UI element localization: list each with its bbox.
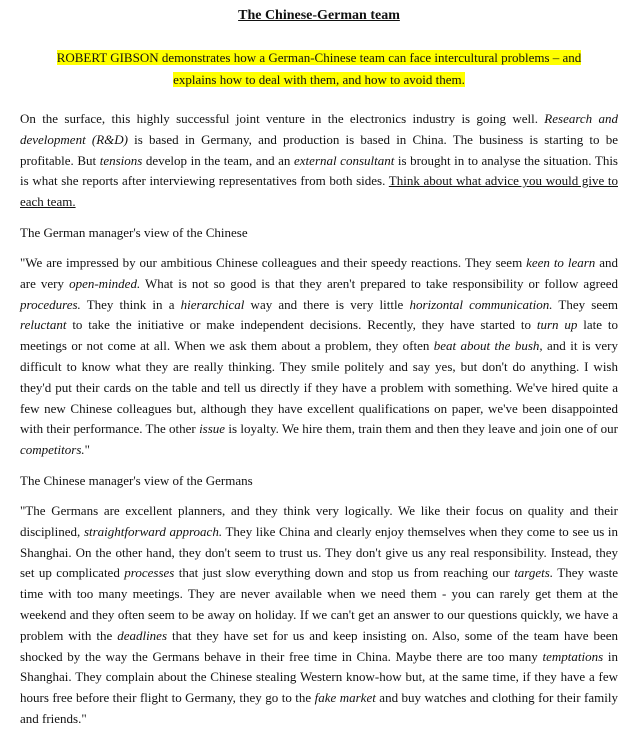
italic-term: procedures. [20, 296, 81, 312]
italic-term: turn up [536, 317, 578, 333]
text-run: to take the initiative or make independent decisions. Recently, they have started to [66, 317, 537, 333]
italic-term: external consultant [294, 152, 395, 168]
italic-term: issue [199, 421, 226, 437]
document-title: The Chinese-German team [238, 8, 400, 23]
italic-term: temptations [542, 648, 604, 664]
text-run: What is not so good is that they aren't prepared to take responsibility or follow agreed [140, 275, 619, 291]
italic-term: tensions [99, 152, 143, 168]
italic-term: deadlines [117, 627, 168, 643]
text-run: is loyalty. We hire them, train them and then they leave and join one of our [225, 421, 618, 437]
text-run: late to meetings or not come at all. When we ask them about a problem, they often [20, 317, 618, 354]
intro-line-2: explains how to deal with them, and how to avoid them. [173, 72, 465, 87]
text-run: On the surface, this highly successful joint venture in the electronics industry is going well. [20, 111, 545, 126]
text-run: way and there is very little [244, 296, 410, 312]
text-run: "The Germans are excellent planners, and they think very logically. We like their focus on quality and their disciplined, [20, 502, 618, 539]
italic-term: targets. [514, 565, 554, 581]
text-run: and are very [20, 254, 618, 291]
italic-term: reluctant [20, 317, 67, 333]
chinese-quote [20, 501, 618, 730]
german-quote [20, 253, 618, 461]
text-run: and buy watches and clothing for their family and friends." [20, 690, 618, 726]
italic-term: processes [124, 565, 175, 581]
italic-term: Research and development (R&D) [20, 111, 618, 147]
italic-term: keen to learn [526, 254, 596, 270]
text-run: They waste time with too many meetings. They are never available when we need them - you can rarely get them at the weekend and they often seem to be away on holiday. If we can't get an answer to our questions quickly, we have a problem with the [20, 565, 619, 643]
italic-term: straightforward approach. [83, 523, 223, 539]
italic-term: hierarchical [180, 296, 245, 312]
text-run: They like China and clearly enjoy themselves when they come to see us in Shanghai. On the other hand, they don't seem to trust us. They don't give us any real responsibility. Instead, they set up complicated [20, 523, 619, 581]
heading-chinese-view: The Chinese manager's view of the Germans [20, 472, 253, 488]
intro-line-1: ROBERT GIBSON demonstrates how a German-Chinese team can face intercultural problems – and [56, 50, 582, 65]
text-run: is based in Germany, and production is based in China. The business is starting to be profitable. But [20, 131, 618, 168]
italic-term: beat about the bush, [433, 338, 543, 354]
text-run: that just slow everything down and stop us from reaching our [174, 565, 515, 581]
italic-term: competitors. [20, 442, 85, 458]
text-run: They think in a [80, 296, 181, 312]
italic-term: horizontal communication. [409, 296, 553, 312]
intro-paragraph [20, 109, 618, 213]
italic-term: fake market [314, 690, 376, 706]
text-run: They seem [552, 296, 618, 312]
text-run: in Shanghai. They complain about the Chinese stealing Western know-how but, at the same time, if they have a few hours free before their flight to Germany, they go to the [20, 648, 618, 706]
underlined-task: Think about what advice you would give to each team. [20, 173, 618, 210]
text-run: develop in the team, and an [142, 152, 295, 168]
text-run: that they have set for us and keep insisting on. Also, some of the team have been shocked by the way the Germans behave in their free time in China. Maybe there are too many [20, 627, 618, 664]
text-run: is brought in to analyse the situation. This is what she reports after interviewing representatives from both sides. [20, 152, 618, 189]
intro-highlight [20, 47, 618, 91]
text-run: " [84, 442, 90, 458]
text-run: and it is very difficult to know what they are really thinking. They smile politely and say yes, but don't do anything. I wish they'd put their cards on the table and tell us directly if they have a problem with something. We've hired quite a few new Chinese colleagues but, although they have excellent qualifications on paper, we've been disappointed with their performance. The other [20, 338, 619, 437]
heading-german-view: The German manager's view of the Chinese [20, 224, 248, 240]
text-run: "We are impressed by our ambitious Chinese colleagues and their speedy reactions. They seem [20, 254, 527, 270]
italic-term: open-minded. [69, 275, 141, 291]
